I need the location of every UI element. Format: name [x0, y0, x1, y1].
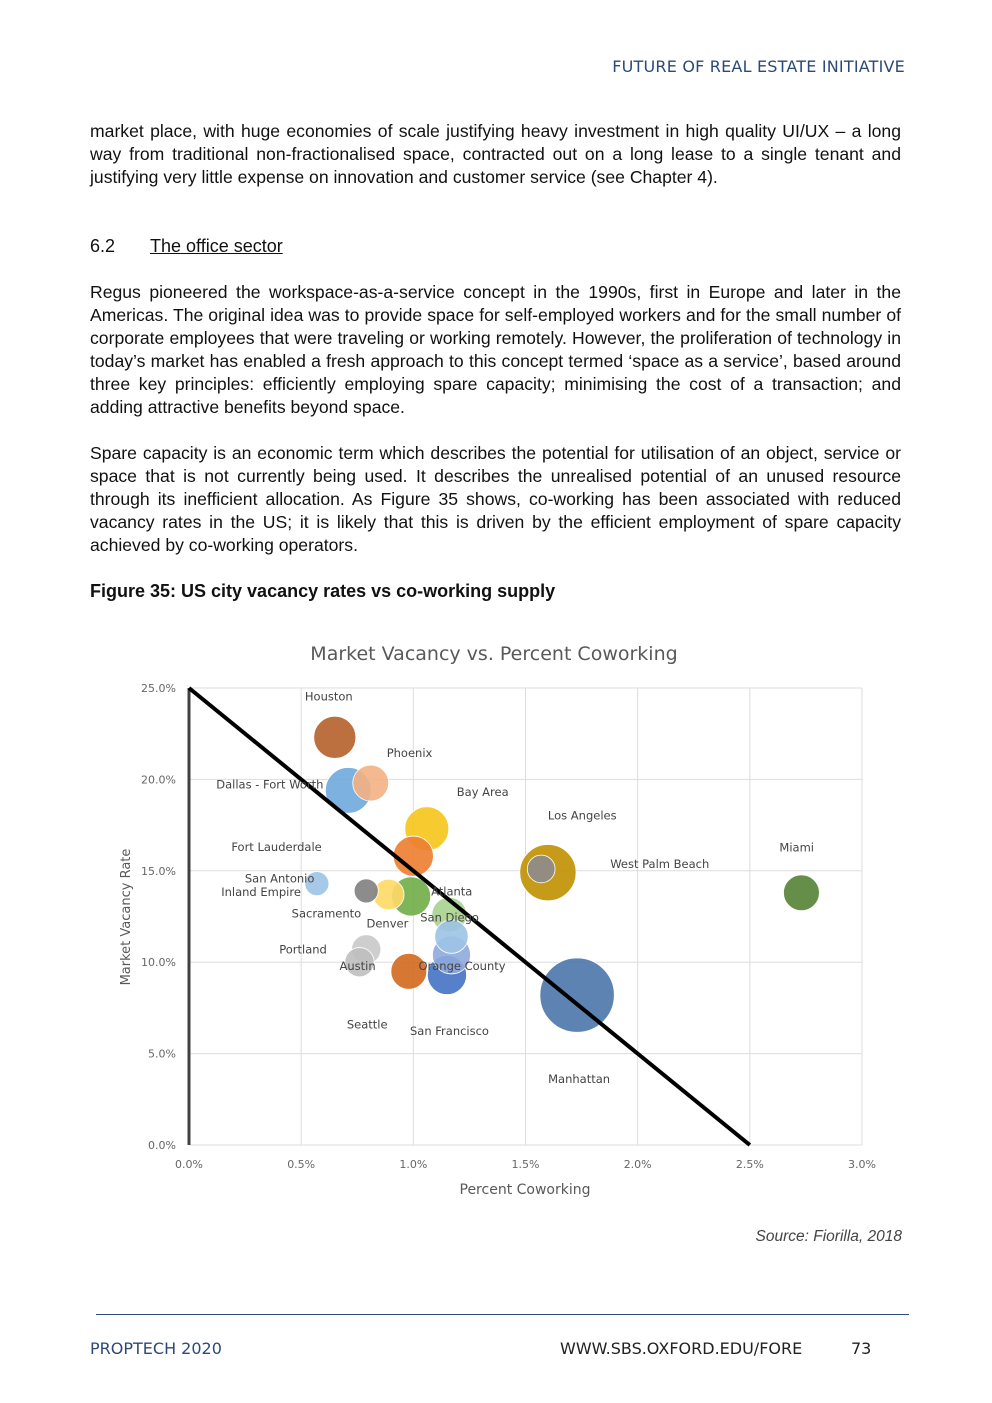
- footer-divider: [96, 1314, 909, 1315]
- label-phoenix: Phoenix: [386, 746, 433, 761]
- figure-caption: Figure 35: US city vacancy rates vs co-working supply: [90, 581, 556, 601]
- bubble-houston: [314, 716, 356, 758]
- footer-url[interactable]: WWW.SBS.OXFORD.EDU/FORE: [560, 1339, 803, 1358]
- y-tick-label: 25.0%: [141, 682, 176, 695]
- running-header: FUTURE OF REAL ESTATE INITIATIVE: [612, 57, 905, 76]
- bubble-chart: [110, 632, 890, 1212]
- page-number: 73: [851, 1339, 872, 1358]
- x-axis-label: Percent Coworking: [459, 1182, 591, 1198]
- y-tick-label: 10.0%: [141, 956, 176, 970]
- chart-title: Market Vacancy vs. Percent Coworking: [310, 643, 678, 665]
- body-paragraph-3: Spare capacity is an economic term which describes the potential for utilisation of an object, service or space that is not currently being used. It describes the unrealised potential of an unused resource through its inefficient allocation. As Figure 35 shows, co-working has been associated with reduced vacancy rates in the US; it is likely that this is driven by the efficient employment of spare capacity achieved by co-working operators.: [90, 443, 901, 555]
- label-dallas-fort-worth: Dallas - Fort Worth: [216, 777, 324, 792]
- bubble-inland-empire: [354, 879, 378, 903]
- footer-publication: PROPTECH 2020: [90, 1339, 222, 1358]
- label-san-francisco: San Francisco: [409, 1023, 489, 1038]
- x-tick-label: 2.0%: [623, 1158, 652, 1171]
- label-bay-area: Bay Area: [456, 784, 509, 799]
- body-paragraph-1: market place, with huge economies of scale justifying heavy investment in high quality UI/UX – a long way from traditional non-fractionalised space, contracted out on a long lease to a single tenant and justifying very little expense on innovation and customer service (see Chapter 4).: [90, 121, 901, 187]
- bubble-manhattan: [540, 958, 614, 1032]
- x-tick-label: 0.0%: [175, 1158, 203, 1171]
- y-axis-label: Market Vacancy Rate: [119, 848, 134, 986]
- bubble-phoenix: [353, 765, 389, 801]
- label-austin: Austin: [339, 959, 376, 974]
- label-west-palm-beach: West Palm Beach: [610, 856, 710, 871]
- label-portland: Portland: [279, 942, 327, 957]
- x-tick-label: 3.0%: [848, 1158, 876, 1171]
- x-tick-label: 2.5%: [735, 1158, 764, 1171]
- label-denver: Denver: [366, 916, 409, 931]
- body-paragraph-2: Regus pioneered the workspace-as-a-service concept in the 1990s, first in Europe and later in the Americas. The original idea was to provide space for self-employed workers and for the small number of corporate employees that were traveling or working remotely. However, the proliferation of technology in today’s market has enabled a fresh approach to this concept termed ‘space as a service’, based around three key principles: efficiently employing spare capacity; minimising the cost of a transaction; and adding attractive benefits beyond space.: [90, 282, 901, 417]
- label-houston: Houston: [304, 689, 353, 704]
- y-tick-label: 15.0%: [141, 864, 176, 878]
- label-manhattan: Manhattan: [548, 1072, 611, 1087]
- label-atlanta: Atlanta: [431, 884, 473, 899]
- chart-ticks: [141, 682, 876, 1171]
- label-los-angeles: Los Angeles: [547, 808, 617, 823]
- y-tick-label: 20.0%: [141, 773, 176, 787]
- y-tick-label: 0.0%: [148, 1139, 176, 1152]
- label-sacramento: Sacramento: [291, 906, 362, 921]
- section-number: 6.2: [90, 236, 116, 256]
- label-fort-lauderdale: Fort Lauderdale: [231, 840, 322, 855]
- section-title: The office sector: [150, 236, 283, 256]
- figure-source: Source: Fiorilla, 2018: [755, 1228, 902, 1245]
- x-tick-label: 1.5%: [511, 1158, 540, 1171]
- label-inland-empire: Inland Empire: [221, 884, 301, 899]
- label-san-diego: San Diego: [420, 910, 479, 925]
- bubble-west-palm-beach: [527, 855, 555, 883]
- chart-grid: [189, 688, 862, 1145]
- bubble-denver: [435, 920, 468, 953]
- x-tick-label: 0.5%: [287, 1158, 316, 1171]
- bubble-miami: [783, 875, 819, 911]
- x-tick-label: 1.0%: [399, 1158, 428, 1171]
- section-heading: [90, 234, 283, 258]
- chart-bubbles: [305, 716, 820, 1032]
- y-tick-label: 5.0%: [148, 1047, 176, 1061]
- label-miami: Miami: [779, 840, 814, 855]
- label-orange-county: Orange County: [418, 958, 506, 973]
- label-san-antonio: San Antonio: [244, 871, 315, 886]
- label-seattle: Seattle: [346, 1017, 388, 1032]
